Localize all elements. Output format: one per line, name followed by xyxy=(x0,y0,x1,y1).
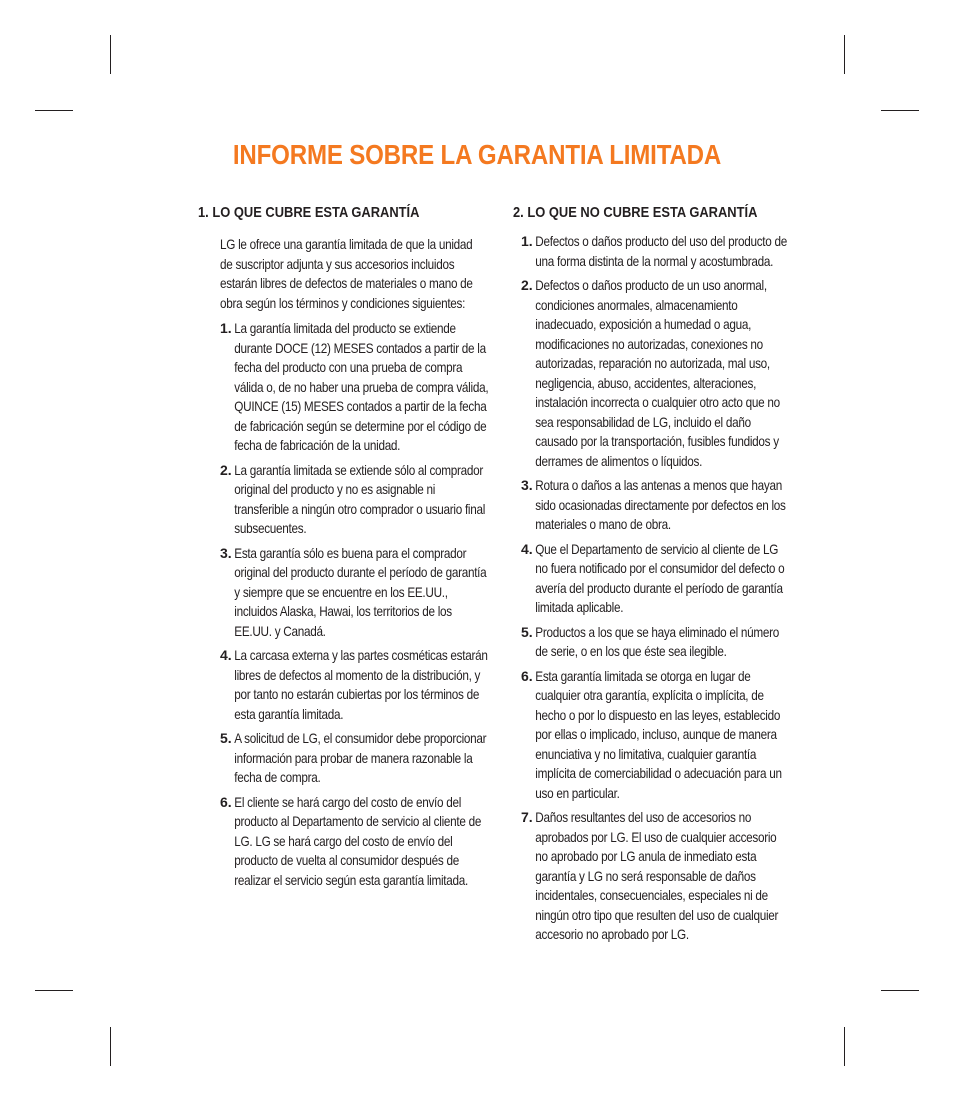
item-text: Defectos o daños producto de un uso anormal, condiciones anormales, almacenamiento inadecuado, exposición a humedad o agua, modificaciones no autorizadas, conexiones no autorizadas, reparación no autorizada, mal uso, negligencia, abuso, accidentes, alteraciones, instalación incorrecta o cualquier otro acto que no sea responsabilidad de LG, incluido el daño causado por la transportación, fusibles fundidos y derrames de alimentos o líquidos. xyxy=(535,277,780,469)
list-item xyxy=(521,540,795,618)
item-text: Daños resultantes del uso de accesorios no aprobados por LG. El uso de cualquier accesorio no aprobado por LG anula de inmediato esta garantía y LG no será responsable de daños incidentales, consecuenciales, especiales ni de ningún otro tipo que resulten del uso de cualquier accesorio no aprobado por LG. xyxy=(535,809,779,942)
list-item xyxy=(521,623,795,662)
item-number: 1. xyxy=(220,320,232,336)
item-text: La garantía limitada se extiende sólo al comprador original del producto y no es asignable ni transferible a ningún otro comprador o usuario final subsecuentes. xyxy=(234,461,486,536)
item-text: Esta garantía limitada se otorga en lugar de cualquier otra garantía, explícita o implícita, de hecho o por lo dispuesto en las leyes, establecido por ellas o implicado, incluso, aunque de manera enunciativa y no limitativa, cualquier garantía implícita de comerciabilidad o adecuación para un uso en particular. xyxy=(535,667,782,801)
list-item xyxy=(521,232,795,271)
item-text: Esta garantía sólo es buena para el comprador original del producto durante el período de garantía y siempre que se encuentre en los EE.UU., incluidos Alaska, Hawai, los territorios de los EE.UU. y Canadá. xyxy=(234,544,487,639)
item-text: Defectos o daños producto del uso del producto de una forma distinta de la normal y acostumbrada. xyxy=(535,233,787,269)
item-text: A solicitud de LG, el consumidor debe proporcionar información para probar de manera razonable la fecha de compra. xyxy=(234,730,487,785)
list-item xyxy=(521,276,795,471)
item-number: 4. xyxy=(220,647,232,663)
crop-mark-top-right-horizontal xyxy=(881,110,919,111)
item-number: 1. xyxy=(521,233,533,249)
item-number: 7. xyxy=(521,809,533,825)
crop-mark-bottom-left-horizontal xyxy=(35,990,73,991)
list-item xyxy=(521,667,795,804)
crop-mark-top-right-vertical xyxy=(844,35,845,74)
not-covered-heading: 2. LO QUE NO CUBRE ESTA GARANTÍA xyxy=(513,204,758,221)
item-number: 4. xyxy=(521,540,533,557)
crop-mark-bottom-right-horizontal xyxy=(881,990,919,991)
crop-mark-bottom-right-vertical xyxy=(844,1027,845,1066)
list-item xyxy=(220,729,487,788)
list-item xyxy=(220,461,486,539)
crop-mark-bottom-left-vertical xyxy=(110,1027,111,1066)
item-text: La carcasa externa y las partes cosméticas estarán libres de defectos al momento de la distribución, y por tanto no estarán cubiertas por los términos de esta garantía limitada. xyxy=(234,647,488,722)
item-text: Que el Departamento de servicio al cliente de LG no fuera notificado por el consumidor del defecto o avería del producto durante el período de garantía limitada aplicable. xyxy=(535,540,785,615)
item-text: Rotura o daños a las antenas a menos que hayan sido ocasionadas directamente por defectos en los materiales o mano de obra. xyxy=(535,477,786,532)
not-covered-list xyxy=(521,232,795,945)
item-number: 6. xyxy=(220,793,232,810)
item-number: 3. xyxy=(220,544,232,561)
covered-intro: LG le ofrece una garantía limitada de que la unidad de suscriptor adjunta y sus accesorios incluidos estarán libres de defectos de materiales o mano de obra según los términos y condiciones siguientes: xyxy=(220,236,473,311)
list-item xyxy=(220,544,487,642)
item-text: Productos a los que se haya eliminado el número de serie, o en los que éste sea ilegible. xyxy=(535,623,780,659)
list-item xyxy=(220,319,489,456)
list-item xyxy=(220,793,480,891)
list-item xyxy=(220,646,488,724)
item-number: 5. xyxy=(220,730,232,746)
crop-mark-top-left-horizontal xyxy=(35,110,73,111)
item-text: La garantía limitada del producto se extiende durante DOCE (12) MESES contados a partir de la fecha del producto con una prueba de compra válida o, de no haber una prueba de compra válida, QUINCE (15) MESES contados a partir de la fecha de fabricación según se determine por el código de fecha de fabricación de la unidad. xyxy=(234,320,489,453)
item-number: 5. xyxy=(521,623,533,640)
item-number: 2. xyxy=(220,461,232,478)
list-item xyxy=(521,808,795,945)
covered-list xyxy=(220,319,489,890)
list-item xyxy=(521,476,795,535)
item-number: 3. xyxy=(521,477,533,493)
item-text: El cliente se hará cargo del costo de envío del producto al Departamento de servicio al cliente de LG. LG se hará cargo del costo de envío del producto de vuelta al consumidor después de realizar el servicio según esta garantía limitada. xyxy=(234,793,482,888)
covered-section xyxy=(198,203,489,895)
page-title: INFORME SOBRE LA GARANTIA LIMITADA xyxy=(232,139,722,170)
item-number: 2. xyxy=(521,277,533,293)
not-covered-section xyxy=(513,203,795,950)
item-number: 6. xyxy=(521,667,533,684)
crop-mark-top-left-vertical xyxy=(110,35,111,74)
covered-heading: 1. LO QUE CUBRE ESTA GARANTÍA xyxy=(198,204,420,221)
